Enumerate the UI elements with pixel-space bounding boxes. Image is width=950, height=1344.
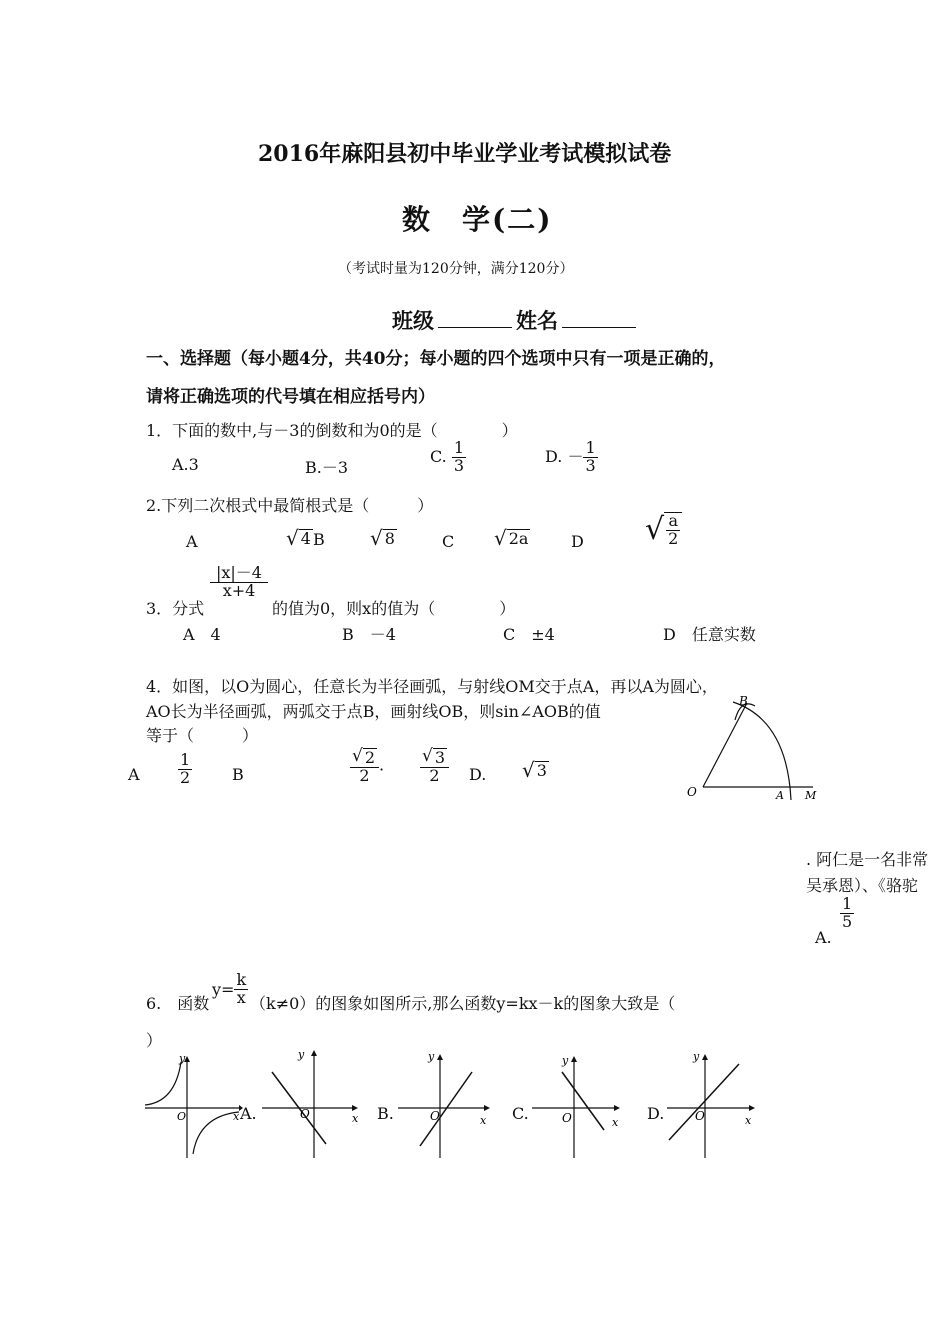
svg-text:x: x [233,1110,240,1123]
q4-line3: 等于（ ） [146,726,259,745]
ray-ob [703,703,747,787]
label-m: M [805,789,817,802]
q6-graph-d [665,1048,757,1160]
q5-line1: . 阿仁是一名非常 [806,850,929,869]
q4-option-b: B [232,765,244,784]
q1-c-fraction: $\frac{1}{3}$ [453,438,465,475]
q4-line1: 4．如图，以O为圆心，任意长为半径画弧，与射线OM交于点A，再以A为圆心， [146,677,718,696]
svg-text:y: y [179,1052,186,1065]
svg-text:O: O [177,1110,187,1123]
exam-note: （考试时量为120分钟，满分120分） [338,261,574,277]
q4-option-d: D. [469,765,487,784]
q3-fraction: $\frac{|x|-4}{x+4}$ [210,565,268,600]
svg-text:y: y [298,1048,305,1061]
q1-option-b: B.－3 [305,458,349,477]
q4-option-a: A [128,765,140,784]
q3-prefix: 3．分式 [146,599,205,618]
q4-line2: AO长为半径画弧，两弧交于点B，画射线OB，则sin∠AOB的值 [146,702,601,721]
q6-graph-a [260,1046,362,1160]
q3-option-d: D 任意实数 [663,625,756,644]
section-heading-2: 请将正确选项的代号填在相应括号内） [146,387,435,407]
arc-from-o [733,702,791,800]
svg-text:y: y [428,1050,435,1063]
q6-suffix: （k≠0）的图象如图所示,那么函数y=kx－k的图象大致是（ [250,994,676,1013]
q6-graph-b [396,1048,492,1160]
svg-text:y: y [562,1054,569,1067]
svg-text:O: O [695,1109,705,1123]
q4-b-fraction: √ 2 2 . [352,746,385,785]
q2-option-a-radical: √ 4 B [286,526,325,550]
svg-text:O: O [562,1111,572,1125]
q5-line2: 吴承恩）、《骆驼 [806,876,919,895]
q4-figure [675,690,825,805]
svg-text:O: O [430,1109,440,1123]
svg-text:O: O [300,1107,310,1121]
exam-title: 2016年麻阳县初中毕业学业考试模拟试卷 [258,141,672,167]
q3-option-c: C ±4 [503,625,555,644]
q4-a-fraction: $\frac{1}{2}$ [180,750,191,787]
class-name-line [392,305,640,335]
q3-option-a: A 4 [183,625,221,644]
q5-a-fraction: $\frac{1}{5}$ [842,894,853,931]
svg-text:x: x [745,1114,752,1127]
q2-stem: 2.下列二次根式中最简根式是（ ） [146,496,434,515]
q4-c-fraction: √ 3 2 [420,748,449,784]
q2-option-c: C [442,532,455,551]
class-label: 班级 [392,308,434,333]
svg-text:x: x [480,1114,487,1127]
label-b: B [739,694,748,708]
q6-option-b: B. [377,1104,394,1123]
q1-option-d: D. － $\frac{1}{3}$ [545,438,596,475]
q1-option-a: A.3 [172,455,199,474]
label-o: O [687,785,697,799]
name-label: 姓名 [516,308,558,333]
q6-option-d: D. [647,1104,665,1123]
q4-d-radical: √ 3 [522,758,547,782]
name-blank [562,326,636,328]
q3-suffix: 的值为0，则x的值为（ ） [272,599,516,618]
q3-option-b: B －4 [342,625,396,644]
svg-text:x: x [352,1112,359,1125]
svg-text:x: x [612,1116,619,1129]
q6-prefix: 6. 函数 [146,994,210,1013]
class-blank [438,326,512,328]
q6-option-c: C. [512,1104,529,1123]
q6-hyperbola-graph [143,1050,243,1160]
q6-graph-c [530,1050,622,1160]
q6-function: y= $\frac{k}{x}$ [212,970,247,1007]
q1-stem: 1．下面的数中,与－3的倒数和为0的是（ ） [146,421,518,440]
q1-option-c: C. $\frac{1}{3}$ [430,438,465,475]
q2-option-d: D [571,532,584,551]
q1-d-fraction: $\frac{1}{3}$ [585,438,596,475]
q6-option-a: A. [240,1104,257,1123]
q2-option-d-radical: √ $\frac{a}{2}$ [645,512,682,548]
svg-text:y: y [693,1050,700,1063]
section-heading: 一、选择题（每小题4分，共40分；每小题的四个选项中只有一项是正确的， [146,349,726,369]
q2-option-a: A [186,532,198,551]
label-a: A [776,789,784,802]
subject-title: 数 学(二) [402,203,553,236]
q2-option-b-radical: √ 8 [370,526,395,550]
q2-option-c-radical: √ 2a [494,526,529,550]
q6-close: ） [146,1031,163,1050]
q5-option-a: A. [815,928,832,947]
